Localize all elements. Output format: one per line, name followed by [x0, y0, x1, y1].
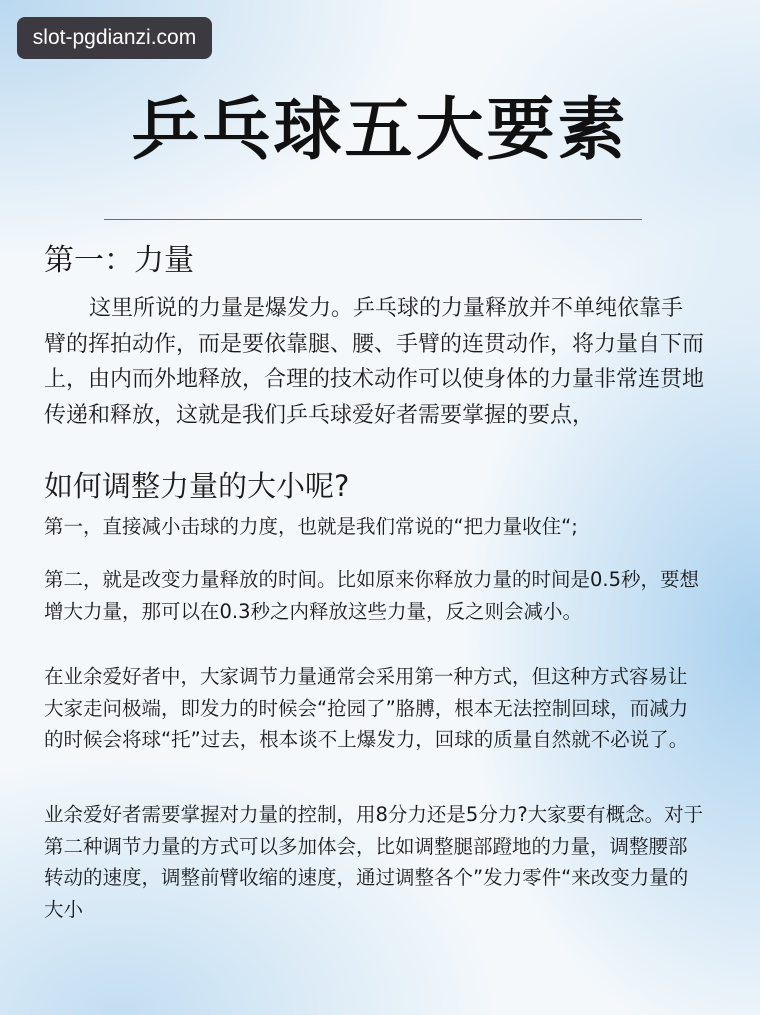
question-heading: 如何调整力量的大小呢? — [44, 469, 350, 503]
paragraph-amateur-habits: 在业余爱好者中，大家调节力量通常会采用第一种方式，但这种方式容易让大家走问极端，即发力的时候会“抢园了”胳膊，根本无法控制回球，而减力的时候会将球“托”过去，根本谈不上爆发力，回球的质量自然就不必说了。 — [44, 665, 689, 751]
paragraph-method-one: 第一，直接减小击球的力度，也就是我们常说的“把力量收住“; — [44, 515, 578, 538]
title-divider — [104, 219, 642, 220]
intro-paragraph: 这里所说的力量是爆发力。乒乓球的力量释放并不单纯依靠手臂的挥拍动作，而是要依靠腿、腰、手臂的连贯动作，将力量自下而上，由内而外地释放，合理的技术动作可以使身体的力量非常连贯地传递和释放，这就是我们乒乓球爱好者需要掌握的要点， — [44, 296, 705, 428]
section-heading: 第一：力量 — [44, 243, 194, 278]
paragraph-method-two: 第二，就是改变力量释放的时间。比如原来你释放力量的时间是0.5秒，要想增大力量，那可以在0.3秒之内释放这些力量，反之则会减小。 — [44, 568, 700, 623]
paragraph-power-control: 业余爱好者需要掌握对力量的控制，用8分力还是5分力?大家要有概念。对于第二种调节力量的方式可以多加体会，比如调整腿部蹬地的力量，调整腰部转动的速度，调整前臂收缩的速度，通过调整各个”发力零件“来改变力量的大小 — [44, 803, 704, 921]
watermark-badge: slot-pgdianzi.com — [17, 17, 212, 59]
page-title: 乒乓球五大要素 — [131, 90, 629, 170]
